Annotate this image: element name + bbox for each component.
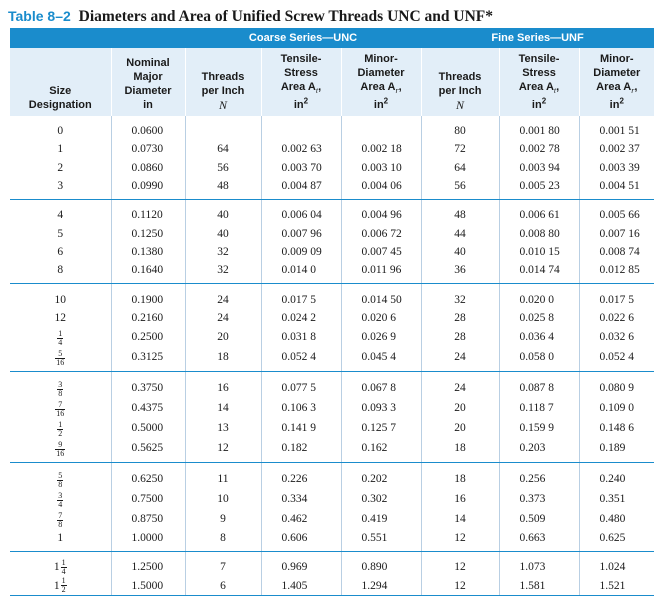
fraction-size: $\frac{1}{4}$ xyxy=(58,328,63,347)
unf-minor-area-cell: 0.002 37 xyxy=(599,143,640,156)
size-cell xyxy=(10,462,111,489)
table-row xyxy=(10,398,654,418)
size-designation-header: Size Designation xyxy=(10,48,111,116)
table-row xyxy=(10,243,654,261)
size-cell xyxy=(10,577,111,596)
unc-threads-cell: 8 xyxy=(185,529,261,552)
unf-threads-cell: 28 xyxy=(421,327,499,347)
unc-threads-cell: 14 xyxy=(185,398,261,418)
unc-tensile-area-cell: 0.077 5 xyxy=(261,371,341,398)
table-body xyxy=(10,116,654,595)
unc-threads-cell: 40 xyxy=(185,200,261,225)
diameter-cell: 1.2500 xyxy=(111,552,185,577)
unc-threads-cell: 40 xyxy=(185,224,261,242)
diameter-cell: 0.0990 xyxy=(111,177,185,200)
unf-threads-cell: 40 xyxy=(421,243,499,261)
diameter-cell: 1.0000 xyxy=(111,529,185,552)
unf-tensile-area-cell: 0.256 xyxy=(499,462,579,489)
unc-minor-area-cell: 0.026 9 xyxy=(341,327,421,347)
unc-minor-area-cell xyxy=(341,116,421,140)
unc-minor-area-cell: 0.162 xyxy=(341,438,421,463)
unf-tensile-area-cell: 0.663 xyxy=(499,529,579,552)
unf-minor-area-cell: 0.001 51 xyxy=(599,125,640,138)
table-row xyxy=(10,347,654,372)
fraction-size: 1 $\frac{1}{2}$ xyxy=(53,576,66,595)
table-row xyxy=(10,284,654,309)
unc-tensile-area-cell: 0.007 96 xyxy=(261,224,341,242)
unf-threads-cell: 72 xyxy=(421,140,499,158)
size-cell: 12 xyxy=(10,309,111,327)
unc-tensile-area-cell: 0.462 xyxy=(261,509,341,529)
unf-tensile-area-cell: 0.008 80 xyxy=(499,224,579,242)
unc-tensile-area-cell: 0.106 3 xyxy=(261,398,341,418)
unc-minor-area-cell: 0.419 xyxy=(341,509,421,529)
fraction-size: $\frac{7}{16}$ xyxy=(56,399,65,418)
size-cell: 1 xyxy=(10,529,111,552)
unf-minor-area-cell: 0.022 6 xyxy=(599,311,635,324)
table-row xyxy=(10,261,654,284)
unc-minor-area-cell: 0.004 06 xyxy=(341,177,421,200)
table-row xyxy=(10,327,654,347)
unc-minor-area-cell: 0.302 xyxy=(341,489,421,509)
unc-tensile-area-cell: 0.024 2 xyxy=(261,309,341,327)
unf-tensile-area-header: Tensile- Stress Area $A_t$, $in^2$ xyxy=(499,48,579,116)
unf-minor-area-cell: 0.189 xyxy=(579,438,654,463)
size-cell: 3 xyxy=(10,177,111,200)
fraction-size: $\frac{9}{16}$ xyxy=(56,439,65,458)
unc-threads-cell: 16 xyxy=(185,371,261,398)
size-cell: 10 xyxy=(10,284,111,309)
fraction-size: $\frac{1}{2}$ xyxy=(58,419,63,438)
fraction-size: $\frac{5}{8}$ xyxy=(58,470,63,489)
unc-threads-cell: 9 xyxy=(185,509,261,529)
unc-minor-area-cell: 0.125 7 xyxy=(341,418,421,438)
unc-threads-cell: 24 xyxy=(185,309,261,327)
table-row xyxy=(10,200,654,225)
unc-threads-cell: 20 xyxy=(185,327,261,347)
unc-minor-area-cell: 1.294 xyxy=(341,577,421,596)
unf-tensile-area-cell: 0.010 15 xyxy=(499,243,579,261)
unf-tensile-area-cell: 0.014 74 xyxy=(499,261,579,284)
unc-threads-cell: 32 xyxy=(185,243,261,261)
diameter-cell: 0.1900 xyxy=(111,284,185,309)
unf-minor-area-cell: 0.052 4 xyxy=(579,347,654,372)
unf-tensile-area-cell: 0.025 8 xyxy=(499,309,579,327)
unf-minor-area-cell: 0.008 74 xyxy=(599,245,640,258)
unf-minor-area-cell: 1.024 xyxy=(599,561,626,574)
table-row xyxy=(10,418,654,438)
unf-minor-area-cell: 0.032 6 xyxy=(599,330,635,343)
unf-tensile-area-cell: 0.006 61 xyxy=(499,200,579,225)
unc-threads-cell: 24 xyxy=(185,284,261,309)
unc-tensile-area-cell: 0.969 xyxy=(261,552,341,577)
unf-tensile-area-cell: 0.005 23 xyxy=(499,177,579,200)
unf-tensile-area-cell: 0.058 0 xyxy=(499,347,579,372)
unf-threads-cell: 18 xyxy=(421,438,499,463)
nominal-diameter-header: Nominal Major Diameter in xyxy=(111,48,185,116)
unc-minor-area-cell: 0.011 96 xyxy=(341,261,421,284)
unf-minor-area-cell: 0.012 85 xyxy=(579,261,654,284)
unf-tensile-area-cell: 0.159 9 xyxy=(499,418,579,438)
unf-threads-header: Threads per Inch N xyxy=(421,48,499,116)
unc-threads-cell: 32 xyxy=(185,261,261,284)
size-cell xyxy=(10,418,111,438)
unf-tensile-area-cell: 0.203 xyxy=(499,438,579,463)
unf-minor-area-header: Minor- Diameter Area $A_r$, $in^2$ xyxy=(579,48,654,116)
unf-tensile-area-cell: 1.073 xyxy=(499,552,579,577)
size-cell: 4 xyxy=(10,200,111,225)
diameter-cell: 0.6250 xyxy=(111,462,185,489)
unf-tensile-area-cell: 0.373 xyxy=(499,489,579,509)
unc-tensile-area-cell: 0.006 04 xyxy=(261,200,341,225)
unc-minor-area-cell: 0.002 18 xyxy=(341,140,421,158)
unc-threads-cell xyxy=(185,116,261,140)
unc-minor-area-cell: 0.551 xyxy=(341,529,421,552)
diameter-cell: 0.8750 xyxy=(111,509,185,529)
unf-threads-cell: 80 xyxy=(421,116,499,140)
unf-threads-cell: 64 xyxy=(421,159,499,177)
size-cell xyxy=(10,347,111,372)
unf-threads-cell: 36 xyxy=(421,261,499,284)
diameter-cell: 0.1250 xyxy=(111,224,185,242)
size-cell: 1 xyxy=(10,140,111,158)
series-header-row xyxy=(10,28,654,48)
unf-threads-cell: 12 xyxy=(421,529,499,552)
unf-tensile-area-cell: 0.118 7 xyxy=(499,398,579,418)
unf-threads-cell: 56 xyxy=(421,177,499,200)
unf-threads-cell: 28 xyxy=(421,309,499,327)
unc-threads-cell: 13 xyxy=(185,418,261,438)
table-row xyxy=(10,529,654,552)
table-row xyxy=(10,438,654,463)
table-row xyxy=(10,371,654,398)
table-row xyxy=(10,552,654,577)
coarse-series-header: Coarse Series—UNC xyxy=(185,28,421,48)
unc-minor-area-cell: 0.003 10 xyxy=(341,159,421,177)
size-cell: 5 xyxy=(10,224,111,242)
unf-tensile-area-cell: 0.087 8 xyxy=(499,371,579,398)
unc-minor-area-cell: 0.007 45 xyxy=(341,243,421,261)
unc-threads-cell: 10 xyxy=(185,489,261,509)
diameter-cell: 0.3125 xyxy=(111,347,185,372)
size-cell xyxy=(10,371,111,398)
unf-minor-area-cell: 0.109 0 xyxy=(599,401,635,414)
unf-threads-cell: 12 xyxy=(421,552,499,577)
unf-minor-area-cell: 0.080 9 xyxy=(599,381,635,394)
unc-threads-cell: 7 xyxy=(185,552,261,577)
unc-tensile-area-cell: 0.004 87 xyxy=(261,177,341,200)
size-cell: 0 xyxy=(10,116,111,140)
unc-tensile-area-cell: 0.031 8 xyxy=(261,327,341,347)
unc-tensile-area-cell: 0.606 xyxy=(261,529,341,552)
unf-minor-area-cell: 0.240 xyxy=(599,472,626,485)
unf-threads-cell: 20 xyxy=(421,418,499,438)
diameter-cell: 0.0860 xyxy=(111,159,185,177)
unc-minor-area-cell: 0.045 4 xyxy=(341,347,421,372)
fine-series-header: Fine Series—UNF xyxy=(421,28,654,48)
unf-tensile-area-cell: 0.003 94 xyxy=(499,159,579,177)
diameter-cell: 0.5000 xyxy=(111,418,185,438)
unc-minor-area-cell: 0.014 50 xyxy=(341,284,421,309)
diameter-cell: 0.0730 xyxy=(111,140,185,158)
unc-minor-area-cell: 0.004 96 xyxy=(341,200,421,225)
unc-threads-header: Threads per Inch N xyxy=(185,48,261,116)
size-cell xyxy=(10,398,111,418)
unc-tensile-area-cell: 1.405 xyxy=(261,577,341,596)
unf-minor-area-cell: 0.351 xyxy=(599,492,626,505)
unc-tensile-area-cell: 0.003 70 xyxy=(261,159,341,177)
unf-tensile-area-cell: 0.001 80 xyxy=(499,116,579,140)
unf-threads-cell: 18 xyxy=(421,462,499,489)
unf-tensile-area-cell: 1.581 xyxy=(499,577,579,596)
unc-minor-area-cell: 0.020 6 xyxy=(341,309,421,327)
column-header-row xyxy=(10,48,654,116)
size-cell: 2 xyxy=(10,159,111,177)
unc-minor-area-cell: 0.067 8 xyxy=(341,371,421,398)
unf-minor-area-cell: 0.007 16 xyxy=(599,227,640,240)
unc-tensile-area-cell: 0.014 0 xyxy=(261,261,341,284)
unf-threads-cell: 32 xyxy=(421,284,499,309)
unf-tensile-area-cell: 0.509 xyxy=(499,509,579,529)
table-title: Diameters and Area of Unified Screw Threads UNC and UNF* xyxy=(78,8,493,25)
unf-minor-area-cell: 0.005 66 xyxy=(599,209,640,222)
unc-tensile-area-header: Tensile- Stress Area $A_t$, $in^2$ xyxy=(261,48,341,116)
unf-tensile-area-cell: 0.002 78 xyxy=(499,140,579,158)
unc-threads-cell: 12 xyxy=(185,438,261,463)
size-cell xyxy=(10,438,111,463)
table-row xyxy=(10,224,654,242)
fraction-size: $\frac{5}{16}$ xyxy=(56,348,65,367)
screw-thread-table xyxy=(10,28,654,596)
size-cell xyxy=(10,509,111,529)
diameter-cell: 0.2160 xyxy=(111,309,185,327)
unf-minor-area-cell: 0.004 51 xyxy=(579,177,654,200)
unf-threads-cell: 48 xyxy=(421,200,499,225)
table-row xyxy=(10,509,654,529)
unf-minor-area-cell: 0.625 xyxy=(579,529,654,552)
unf-minor-area-cell: 0.017 5 xyxy=(599,293,635,306)
unc-tensile-area-cell: 0.017 5 xyxy=(261,284,341,309)
unf-minor-area-cell: 0.003 39 xyxy=(599,161,640,174)
unf-threads-cell: 12 xyxy=(421,577,499,596)
series-blank xyxy=(10,28,185,48)
unc-tensile-area-cell: 0.226 xyxy=(261,462,341,489)
table-row xyxy=(10,116,654,140)
table-row xyxy=(10,140,654,158)
unc-tensile-area-cell: 0.009 09 xyxy=(261,243,341,261)
unf-threads-cell: 14 xyxy=(421,509,499,529)
size-cell xyxy=(10,552,111,577)
unc-tensile-area-cell xyxy=(261,116,341,140)
table-number: Table 8–2 xyxy=(8,8,71,24)
unf-threads-cell: 44 xyxy=(421,224,499,242)
diameter-cell: 1.5000 xyxy=(111,577,185,596)
diameter-cell: 0.2500 xyxy=(111,327,185,347)
size-cell: 8 xyxy=(10,261,111,284)
diameter-cell: 0.5625 xyxy=(111,438,185,463)
unf-minor-area-cell: 0.148 6 xyxy=(599,421,635,434)
unc-threads-cell: 48 xyxy=(185,177,261,200)
diameter-cell: 0.4375 xyxy=(111,398,185,418)
table-row xyxy=(10,309,654,327)
unc-threads-cell: 6 xyxy=(185,577,261,596)
unc-tensile-area-cell: 0.141 9 xyxy=(261,418,341,438)
fraction-size: $\frac{7}{8}$ xyxy=(58,510,63,529)
unf-tensile-area-cell: 0.020 0 xyxy=(499,284,579,309)
diameter-cell: 0.1640 xyxy=(111,261,185,284)
size-cell: 6 xyxy=(10,243,111,261)
unf-threads-cell: 20 xyxy=(421,398,499,418)
unf-threads-cell: 24 xyxy=(421,347,499,372)
diameter-cell: 0.1120 xyxy=(111,200,185,225)
unc-minor-area-cell: 0.093 3 xyxy=(341,398,421,418)
unc-tensile-area-cell: 0.182 xyxy=(261,438,341,463)
unc-threads-cell: 18 xyxy=(185,347,261,372)
diameter-cell: 0.3750 xyxy=(111,371,185,398)
unc-tensile-area-cell: 0.052 4 xyxy=(261,347,341,372)
unc-minor-area-header: Minor- Diameter Area $A_r$, $in^2$ xyxy=(341,48,421,116)
unf-threads-cell: 24 xyxy=(421,371,499,398)
unc-tensile-area-cell: 0.002 63 xyxy=(261,140,341,158)
fraction-size: $\frac{3}{4}$ xyxy=(58,490,63,509)
unc-tensile-area-cell: 0.334 xyxy=(261,489,341,509)
unc-minor-area-cell: 0.006 72 xyxy=(341,224,421,242)
table-row xyxy=(10,159,654,177)
unc-minor-area-cell: 0.890 xyxy=(341,552,421,577)
diameter-cell: 0.0600 xyxy=(111,116,185,140)
diameter-cell: 0.1380 xyxy=(111,243,185,261)
diameter-cell: 0.7500 xyxy=(111,489,185,509)
size-cell xyxy=(10,489,111,509)
unf-minor-area-cell: 0.480 xyxy=(599,512,626,525)
fraction-size: 1 $\frac{1}{4}$ xyxy=(53,557,66,576)
unc-minor-area-cell: 0.202 xyxy=(341,462,421,489)
unf-tensile-area-cell: 0.036 4 xyxy=(499,327,579,347)
table-row xyxy=(10,577,654,596)
table-caption xyxy=(8,6,493,26)
table-row xyxy=(10,462,654,489)
table-row xyxy=(10,489,654,509)
unc-threads-cell: 64 xyxy=(185,140,261,158)
unf-minor-area-cell: 1.521 xyxy=(579,577,654,596)
unf-threads-cell: 16 xyxy=(421,489,499,509)
fraction-size: $\frac{3}{8}$ xyxy=(58,379,63,398)
table-row xyxy=(10,177,654,200)
unc-threads-cell: 11 xyxy=(185,462,261,489)
unc-threads-cell: 56 xyxy=(185,159,261,177)
size-cell xyxy=(10,327,111,347)
